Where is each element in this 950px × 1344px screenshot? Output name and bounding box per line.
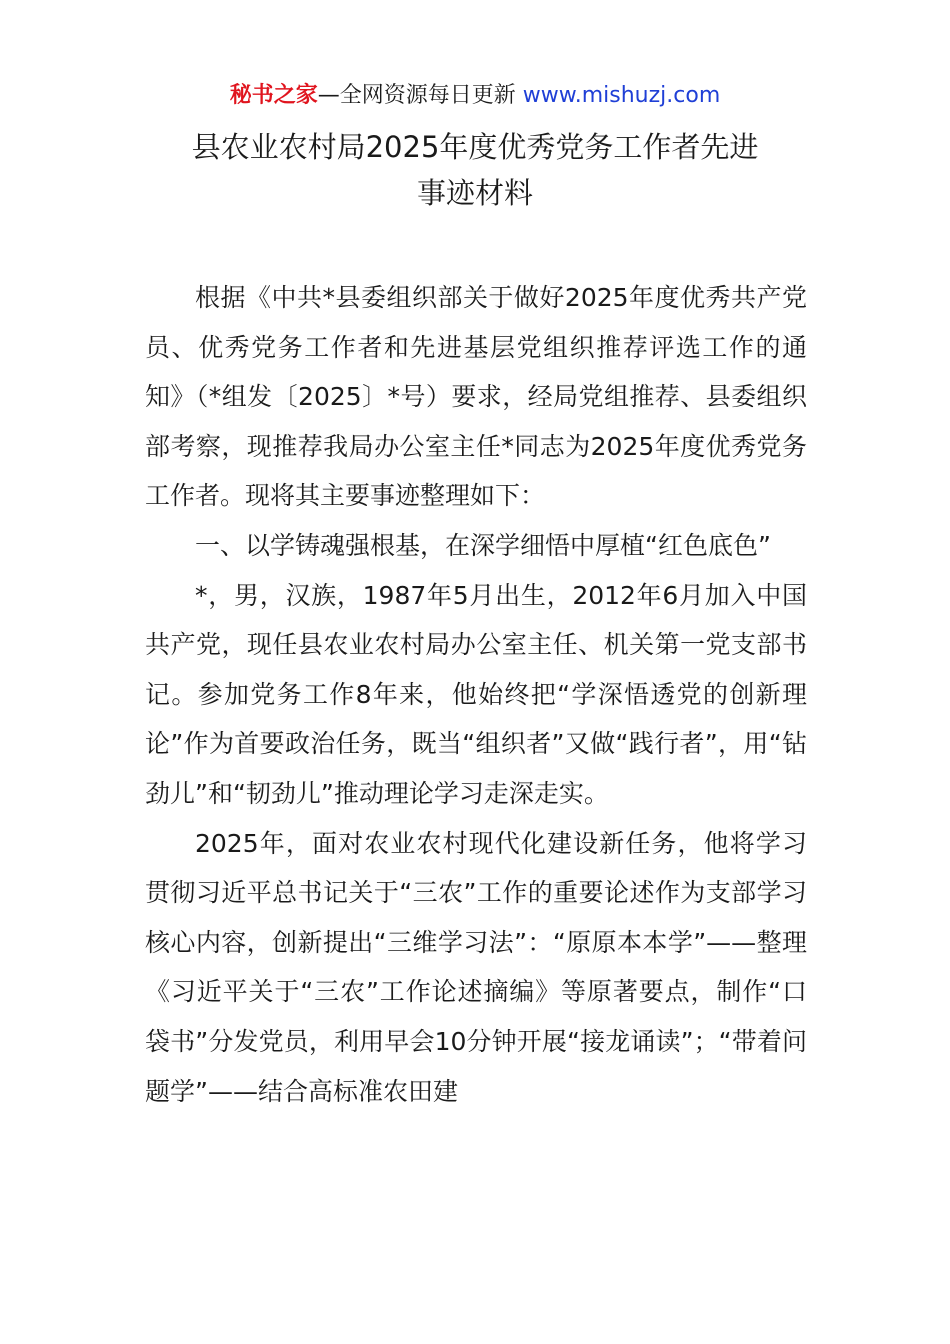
site-header <box>0 80 950 112</box>
section-heading-1: 一、以学铸魂强根基，在深学细悟中厚植“红色底色” <box>195 530 771 560</box>
paragraph-study-method: 2025年，面对农业农村现代化建设新任务，他将学习贯彻习近平总书记关于“三农”工作的重要论述作为支部学习核心内容，创新提出“三维学习法”：“原原本本学”——整理《习近平关于“三农”工作论述摘编》等原著要点，制作“口袋书”分发党员，利用早会10分钟开展“接龙诵读”；“带着问题学”——结合高标准农田建 <box>145 828 807 1106</box>
paragraph-intro: 根据《中共*县委组织部关于做好2025年度优秀共产党员、优秀党务工作者和先进基层党组织推荐评选工作的通知》（*组发〔2025〕*号）要求，经局党组推荐、县委组织部考察，现推荐我局办公室主任*同志为2025年度优秀党务工作者。现将其主要事迹整理如下： <box>145 283 807 511</box>
site-url-link[interactable]: www.mishuzj.com <box>522 83 721 108</box>
paragraph-profile: *，男，汉族，1987年5月出生，2012年6月加入中国共产党，现任县农业农村局办公室主任、机关第一党支部书记。参加党务工作8年来，他始终把“学深悟透党的创新理论”作为首要政治任务，既当“组织者”又做“践行者”，用“钻劲儿”和“韧劲儿”推动理论学习走深走实。 <box>145 580 807 808</box>
document-title-line-1: 县农业农村局2025年度优秀党务工作者先进 <box>191 130 759 164</box>
document-body <box>145 273 807 1116</box>
document-title <box>0 124 950 216</box>
document-title-line-2: 事迹材料 <box>416 176 533 210</box>
site-tagline: —全网资源每日更新 <box>317 83 523 108</box>
site-brand: 秘书之家 <box>229 83 318 108</box>
